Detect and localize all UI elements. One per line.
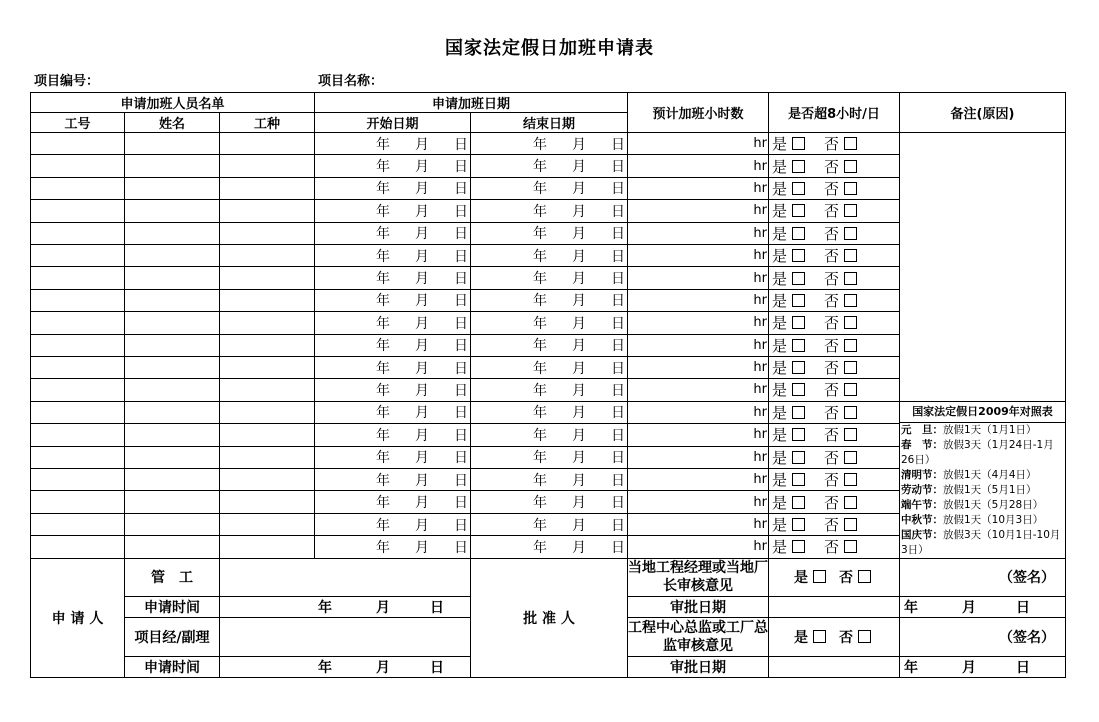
manager-field[interactable] <box>220 617 471 656</box>
hours-cell[interactable]: hr <box>628 334 769 356</box>
cell-id[interactable] <box>31 356 125 378</box>
end-date-cell[interactable]: 年 月 日 <box>471 424 628 446</box>
hours-header: 预计加班小时数 <box>628 93 769 133</box>
site-manager-opinion: 是 否 <box>769 558 900 596</box>
cell-name[interactable] <box>125 379 220 401</box>
start-date-cell[interactable]: 年 月 日 <box>315 424 471 446</box>
cell-name[interactable] <box>125 513 220 535</box>
yes-checkbox[interactable] <box>792 451 805 464</box>
col-id-header: 工号 <box>31 113 125 133</box>
no-checkbox[interactable] <box>844 383 857 396</box>
hours-cell[interactable]: hr <box>628 222 769 244</box>
over8-cell: 是 否 <box>769 267 900 289</box>
yes-checkbox[interactable] <box>792 182 805 195</box>
over8-cell: 是 否 <box>769 222 900 244</box>
over8-cell: 是 否 <box>769 356 900 378</box>
yes-checkbox[interactable] <box>792 272 805 285</box>
cell-id[interactable] <box>31 289 125 311</box>
cell-id[interactable] <box>31 334 125 356</box>
yes-checkbox[interactable] <box>792 227 805 240</box>
cell-type[interactable] <box>220 334 315 356</box>
end-date-cell[interactable]: 年 月 日 <box>471 536 628 558</box>
end-date-cell[interactable]: 年 月 日 <box>471 446 628 468</box>
start-date-cell[interactable]: 年 月 日 <box>315 379 471 401</box>
cell-type[interactable] <box>220 468 315 490</box>
hours-cell[interactable]: hr <box>628 446 769 468</box>
over8-cell: 是 否 <box>769 468 900 490</box>
end-date-cell[interactable]: 年 月 日 <box>471 379 628 401</box>
hours-cell[interactable]: hr <box>628 155 769 177</box>
yes-checkbox[interactable] <box>792 137 805 150</box>
end-date-cell[interactable]: 年 月 日 <box>471 312 628 334</box>
approve-date-blank[interactable] <box>769 596 900 617</box>
cell-name[interactable] <box>125 468 220 490</box>
start-date-cell[interactable]: 年 月 日 <box>315 446 471 468</box>
cell-type[interactable] <box>220 155 315 177</box>
cell-id[interactable] <box>31 379 125 401</box>
end-date-cell[interactable]: 年 月 日 <box>471 513 628 535</box>
approve-date-field[interactable]: 年 月 日 <box>900 596 1066 617</box>
approve-date-label: 审批日期 <box>628 596 769 617</box>
cell-id[interactable] <box>31 244 125 266</box>
yes-checkbox[interactable] <box>792 294 805 307</box>
cell-name[interactable] <box>125 200 220 222</box>
hours-cell[interactable]: hr <box>628 468 769 490</box>
cell-type[interactable] <box>220 289 315 311</box>
holiday-item: 端午节：放假1天（5月28日） <box>901 498 1044 511</box>
cell-id[interactable] <box>31 446 125 468</box>
no-checkbox[interactable] <box>844 272 857 285</box>
supervisor-label: 管 工 <box>125 558 220 596</box>
cell-id[interactable] <box>31 267 125 289</box>
cell-id[interactable] <box>31 155 125 177</box>
over8-cell: 是 否 <box>769 536 900 558</box>
start-date-cell[interactable]: 年 月 日 <box>315 289 471 311</box>
hours-cell[interactable]: hr <box>628 424 769 446</box>
hours-cell[interactable]: hr <box>628 356 769 378</box>
cell-type[interactable] <box>220 200 315 222</box>
over8-header: 是否超8小时/日 <box>769 93 900 133</box>
remark-cell[interactable] <box>900 133 1066 402</box>
cell-id[interactable] <box>31 424 125 446</box>
start-date-cell[interactable]: 年 月 日 <box>315 200 471 222</box>
start-date-cell[interactable]: 年 月 日 <box>315 401 471 423</box>
over8-cell: 是 否 <box>769 513 900 535</box>
end-date-cell[interactable]: 年 月 日 <box>471 468 628 490</box>
over8-cell: 是 否 <box>769 289 900 311</box>
cell-type[interactable] <box>220 424 315 446</box>
start-date-cell[interactable]: 年 月 日 <box>315 133 471 155</box>
apply-time-label: 申请时间 <box>125 596 220 617</box>
cell-type[interactable] <box>220 446 315 468</box>
cell-id[interactable] <box>31 401 125 423</box>
overtime-table <box>30 92 1066 678</box>
hours-cell[interactable]: hr <box>628 267 769 289</box>
cell-type[interactable] <box>220 222 315 244</box>
cell-name[interactable] <box>125 222 220 244</box>
applicant-label: 申 请 人 <box>31 558 125 677</box>
cell-name[interactable] <box>125 401 220 423</box>
start-date-cell[interactable]: 年 月 日 <box>315 177 471 199</box>
cell-type[interactable] <box>220 312 315 334</box>
holiday-item: 清明节：放假1天（4月4日） <box>901 468 1037 481</box>
hours-cell[interactable]: hr <box>628 289 769 311</box>
cell-type[interactable] <box>220 536 315 558</box>
approver-label: 批 准 人 <box>471 558 628 677</box>
cell-id[interactable] <box>31 491 125 513</box>
supervisor-field[interactable] <box>220 558 471 596</box>
over8-cell: 是 否 <box>769 491 900 513</box>
yes-checkbox[interactable] <box>813 570 826 583</box>
approve-date-blank-2[interactable] <box>769 656 900 677</box>
no-checkbox[interactable] <box>844 160 857 173</box>
over8-cell: 是 否 <box>769 424 900 446</box>
end-date-cell[interactable]: 年 月 日 <box>471 356 628 378</box>
approve-date-label-2: 审批日期 <box>628 656 769 677</box>
approve-date-field-2[interactable]: 年 月 日 <box>900 656 1066 677</box>
director-signature[interactable]: （签名） <box>900 617 1066 656</box>
col-type-header: 工种 <box>220 113 315 133</box>
col-name-header: 姓名 <box>125 113 220 133</box>
cell-id[interactable] <box>31 177 125 199</box>
director-label: 工程中心总监或工厂总监审核意见 <box>628 617 769 656</box>
yes-checkbox[interactable] <box>792 428 805 441</box>
cell-type[interactable] <box>220 356 315 378</box>
start-date-cell[interactable]: 年 月 日 <box>315 244 471 266</box>
no-checkbox[interactable] <box>844 428 857 441</box>
cell-name[interactable] <box>125 244 220 266</box>
cell-name[interactable] <box>125 334 220 356</box>
cell-id[interactable] <box>31 133 125 155</box>
no-checkbox[interactable] <box>844 182 857 195</box>
cell-name[interactable] <box>125 155 220 177</box>
hours-cell[interactable]: hr <box>628 200 769 222</box>
over8-cell: 是 否 <box>769 200 900 222</box>
cell-type[interactable] <box>220 491 315 513</box>
no-checkbox[interactable] <box>844 361 857 374</box>
apply-time-field[interactable]: 年 月 日 <box>220 596 471 617</box>
yes-checkbox[interactable] <box>792 160 805 173</box>
cell-type[interactable] <box>220 133 315 155</box>
no-checkbox[interactable] <box>844 496 857 509</box>
start-date-cell[interactable]: 年 月 日 <box>315 334 471 356</box>
cell-name[interactable] <box>125 267 220 289</box>
no-checkbox[interactable] <box>844 473 857 486</box>
form-title: 国家法定假日加班申请表 <box>445 38 654 59</box>
start-date-cell[interactable]: 年 月 日 <box>315 356 471 378</box>
holiday-item: 春 节：放假3天（1月24日-1月26日） <box>901 438 1054 466</box>
yes-checkbox[interactable] <box>792 204 805 217</box>
cell-name[interactable] <box>125 446 220 468</box>
hours-cell[interactable]: hr <box>628 379 769 401</box>
no-checkbox[interactable] <box>844 316 857 329</box>
col-start-header: 开始日期 <box>315 113 471 133</box>
cell-name[interactable] <box>125 424 220 446</box>
end-date-cell[interactable]: 年 月 日 <box>471 177 628 199</box>
yes-checkbox[interactable] <box>792 316 805 329</box>
yes-checkbox[interactable] <box>792 518 805 531</box>
yes-checkbox[interactable] <box>792 249 805 262</box>
start-date-cell[interactable]: 年 月 日 <box>315 491 471 513</box>
end-date-cell[interactable]: 年 月 日 <box>471 244 628 266</box>
cell-type[interactable] <box>220 513 315 535</box>
yes-checkbox[interactable] <box>792 361 805 374</box>
over8-cell: 是 否 <box>769 334 900 356</box>
no-checkbox[interactable] <box>858 630 871 643</box>
no-checkbox[interactable] <box>844 294 857 307</box>
cell-id[interactable] <box>31 468 125 490</box>
no-checkbox[interactable] <box>844 137 857 150</box>
yes-checkbox[interactable] <box>792 496 805 509</box>
no-checkbox[interactable] <box>844 249 857 262</box>
end-date-cell[interactable]: 年 月 日 <box>471 491 628 513</box>
cell-name[interactable] <box>125 491 220 513</box>
no-checkbox[interactable] <box>844 227 857 240</box>
cell-name[interactable] <box>125 312 220 334</box>
holiday-reference <box>900 401 1066 558</box>
hours-cell[interactable]: hr <box>628 401 769 423</box>
cell-id[interactable] <box>31 222 125 244</box>
yes-checkbox[interactable] <box>792 473 805 486</box>
no-checkbox[interactable] <box>858 570 871 583</box>
col-end-header: 结束日期 <box>471 113 628 133</box>
overtime-date-header: 申请加班日期 <box>315 93 628 113</box>
site-manager-label: 当地工程经理或当地厂长审核意见 <box>628 560 768 595</box>
hours-cell[interactable]: hr <box>628 513 769 535</box>
end-date-cell[interactable]: 年 月 日 <box>471 155 628 177</box>
yes-checkbox[interactable] <box>792 406 805 419</box>
director-opinion: 是 否 <box>769 617 900 656</box>
hours-cell[interactable]: hr <box>628 244 769 266</box>
hours-cell[interactable]: hr <box>628 312 769 334</box>
no-checkbox[interactable] <box>844 451 857 464</box>
start-date-cell[interactable]: 年 月 日 <box>315 222 471 244</box>
cell-id[interactable] <box>31 513 125 535</box>
cell-id[interactable] <box>31 536 125 558</box>
over8-cell: 是 否 <box>769 379 900 401</box>
cell-name[interactable] <box>125 289 220 311</box>
over8-cell: 是 否 <box>769 155 900 177</box>
no-checkbox[interactable] <box>844 518 857 531</box>
holiday-item: 中秋节：放假1天（10月3日） <box>901 513 1044 526</box>
cell-id[interactable] <box>31 312 125 334</box>
manager-label: 项目经/副理 <box>125 617 220 656</box>
project-no-label: 项目编号： <box>34 74 100 89</box>
yes-checkbox[interactable] <box>813 630 826 643</box>
start-date-cell[interactable]: 年 月 日 <box>315 536 471 558</box>
cell-name[interactable] <box>125 177 220 199</box>
start-date-cell[interactable]: 年 月 日 <box>315 155 471 177</box>
over8-cell: 是 否 <box>769 446 900 468</box>
end-date-cell[interactable]: 年 月 日 <box>471 200 628 222</box>
end-date-cell[interactable]: 年 月 日 <box>471 222 628 244</box>
over8-cell: 是 否 <box>769 312 900 334</box>
over8-cell: 是 否 <box>769 244 900 266</box>
cell-type[interactable] <box>220 267 315 289</box>
hours-cell[interactable]: hr <box>628 536 769 558</box>
end-date-cell[interactable]: 年 月 日 <box>471 289 628 311</box>
cell-type[interactable] <box>220 401 315 423</box>
yes-checkbox[interactable] <box>792 339 805 352</box>
holiday-item: 劳动节：放假1天（5月1日） <box>901 483 1037 496</box>
hours-cell[interactable]: hr <box>628 177 769 199</box>
no-checkbox[interactable] <box>844 406 857 419</box>
start-date-cell[interactable]: 年 月 日 <box>315 468 471 490</box>
hours-cell[interactable]: hr <box>628 133 769 155</box>
yes-checkbox[interactable] <box>792 383 805 396</box>
over8-cell: 是 否 <box>769 133 900 155</box>
apply-time-field-2[interactable]: 年 月 日 <box>220 656 471 677</box>
start-date-cell[interactable]: 年 月 日 <box>315 267 471 289</box>
site-manager-signature[interactable]: （签名） <box>900 558 1066 596</box>
holiday-item: 国庆节：放假3天（10月1日-10月3日） <box>901 528 1061 556</box>
table-row <box>31 401 1066 423</box>
hours-cell[interactable]: hr <box>628 491 769 513</box>
start-date-cell[interactable]: 年 月 日 <box>315 513 471 535</box>
remark-header: 备注(原因) <box>900 93 1066 133</box>
holiday-title: 国家法定假日2009年对照表 <box>900 402 1065 423</box>
apply-time-label-2: 申请时间 <box>125 656 220 677</box>
applicant-list-header: 申请加班人员名单 <box>31 93 315 113</box>
end-date-cell[interactable]: 年 月 日 <box>471 334 628 356</box>
cell-id[interactable] <box>31 200 125 222</box>
cell-type[interactable] <box>220 177 315 199</box>
cell-type[interactable] <box>220 244 315 266</box>
end-date-cell[interactable]: 年 月 日 <box>471 267 628 289</box>
cell-name[interactable] <box>125 356 220 378</box>
cell-name[interactable] <box>125 133 220 155</box>
holiday-item: 元 旦：放假1天（1月1日） <box>901 423 1037 436</box>
no-checkbox[interactable] <box>844 339 857 352</box>
no-checkbox[interactable] <box>844 540 857 553</box>
end-date-cell[interactable]: 年 月 日 <box>471 401 628 423</box>
cell-name[interactable] <box>125 536 220 558</box>
over8-cell: 是 否 <box>769 177 900 199</box>
start-date-cell[interactable]: 年 月 日 <box>315 312 471 334</box>
project-name-label: 项目名称： <box>318 74 384 89</box>
over8-cell: 是 否 <box>769 401 900 423</box>
yes-checkbox[interactable] <box>792 540 805 553</box>
no-checkbox[interactable] <box>844 204 857 217</box>
table-row <box>31 133 1066 155</box>
cell-type[interactable] <box>220 379 315 401</box>
end-date-cell[interactable]: 年 月 日 <box>471 133 628 155</box>
